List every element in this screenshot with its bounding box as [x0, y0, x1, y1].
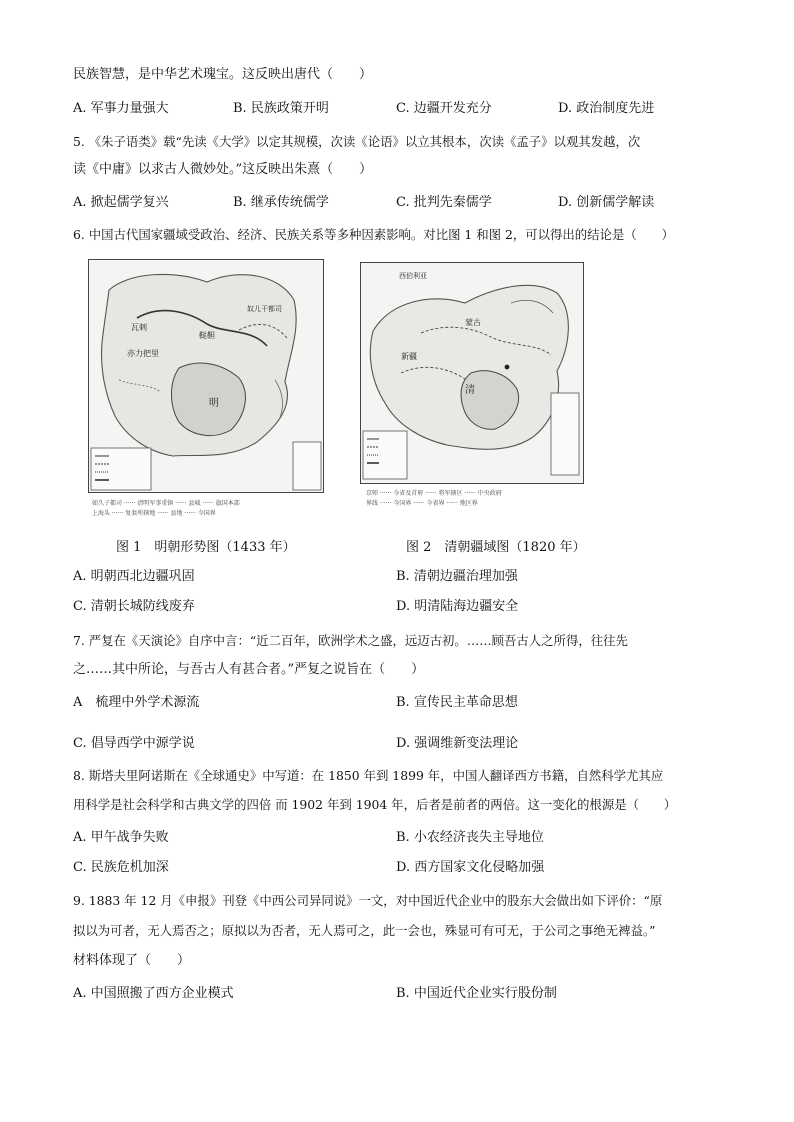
- ming-map-image: [89, 260, 323, 492]
- qing-map-image: [361, 263, 583, 483]
- q5-stem-line-2: 读《中庸》以求古人微妙处。”这反映出朱熹（ ）: [73, 162, 373, 177]
- q8-option-b: B. 小农经济丧失主导地位: [396, 830, 544, 845]
- ming-map-figure: [88, 259, 324, 493]
- q8-stem-line-2: 用科学是社会科学和古典文学的四倍 而 1902 年到 1904 年，后者是前者的两倍。这一变化的根源是（ ）: [73, 797, 677, 812]
- qing-map-caption: 图 2 清朝疆域图（1820 年）: [406, 540, 586, 555]
- q6-stem: 6. 中国古代国家疆域受政治、经济、民族关系等多种因素影响。对比图 1 和图 2，可以得出的结论是（ ）: [73, 227, 674, 242]
- q9-stem-line-2: 拟以为可者，无人焉否之；原拟以为否者，无人焉可之，此一会也，殊显可有可无，于公司之事绝无裨益。”: [73, 923, 656, 938]
- q5-option-b: B. 继承传统儒学: [233, 195, 329, 210]
- ming-map-legend-line-1: 如久子都司 ······ 清明军事重镇 ······ 县城 ······ 旗国本部: [92, 500, 240, 507]
- q6-option-b: B. 清朝边疆治理加强: [396, 569, 518, 584]
- label-nuergan: 奴儿干都司: [247, 305, 282, 313]
- q4-option-b: B. 民族政策开明: [233, 101, 329, 116]
- label-xinjiang: 新疆: [401, 352, 417, 361]
- q9-stem-line-1: 9. 1883 年 12 月《申报》刊登《中西公司异同说》一文，对中国近代企业中的股东大会做出如下评价：“原: [73, 893, 663, 908]
- label-yilibali: 亦力把里: [127, 349, 159, 358]
- qing-map-legend-line-2: 界线 ······ 今国界 ······ 今省界 ······ 地区界: [366, 500, 478, 507]
- q9-option-b: B. 中国近代企业实行股份制: [396, 986, 557, 1001]
- q4-option-a: A. 军事力量强大: [73, 101, 169, 116]
- q7-stem-line-2: 之……其中所论，与吾古人有甚合者。”严复之说旨在（ ）: [73, 662, 425, 677]
- label-qing: 清: [465, 385, 475, 396]
- q4-option-d: D. 政治制度先进: [558, 101, 655, 116]
- q7-option-b: B. 宣传民主革命思想: [396, 695, 518, 710]
- q5-option-a: A. 掀起儒学复兴: [73, 195, 169, 210]
- q7-option-d: D. 强调维新变法理论: [396, 736, 519, 751]
- q7-stem-line-1: 7. 严复在《天演论》自序中言：“近二百年，欧洲学术之盛，远迈古初。……顾吾古人之所得，往往先: [73, 633, 628, 648]
- q4-stem: 民族智慧，是中华艺术瑰宝。这反映出唐代（ ）: [73, 67, 373, 82]
- q5-stem-line-1: 5. 《朱子语类》载“先读《大学》以定其规模，次读《论语》以立其根本，次读《孟子》以观其发越，次: [73, 134, 641, 149]
- q8-option-c: C. 民族危机加深: [73, 860, 169, 875]
- q6-option-a: A. 明朝西北边疆巩固: [73, 569, 195, 584]
- qing-map-legend-line-1: 京师 ······ 今省及首府 ······ 将军辖区 ······ 中央政府: [366, 490, 502, 497]
- q5-option-d: D. 创新儒学解读: [558, 195, 655, 210]
- q6-option-c: C. 清朝长城防线废弃: [73, 599, 195, 614]
- q9-option-a: A. 中国照搬了西方企业模式: [73, 986, 234, 1001]
- q8-option-a: A. 甲午战争失败: [73, 830, 169, 845]
- q8-stem-line-1: 8. 斯塔夫里阿诺斯在《全球通史》中写道：在 1850 年到 1899 年，中国人翻译西方书籍，自然科学尤其应: [73, 768, 664, 783]
- label-siberia: 西伯利亚: [399, 272, 427, 280]
- label-mongolia: 蒙古: [465, 318, 481, 327]
- label-ming: 明: [209, 398, 219, 409]
- q4-option-c: C. 边疆开发充分: [396, 101, 492, 116]
- label-wala: 瓦剌: [131, 323, 147, 332]
- ming-map-legend-line-2: 上海头 ······ 复套所辖地 ······ 县地 ······ 今国界: [92, 510, 216, 517]
- label-dada: 鞑靼: [199, 331, 215, 340]
- ming-map-caption: 图 1 明朝形势图（1433 年）: [116, 540, 296, 555]
- q9-stem-line-3: 材料体现了（ ）: [73, 953, 191, 968]
- q7-option-a: A 梳理中外学术源流: [73, 695, 200, 710]
- q7-option-c: C. 倡导西学中源学说: [73, 736, 195, 751]
- q5-option-c: C. 批判先秦儒学: [396, 195, 492, 210]
- qing-map-figure: [360, 262, 584, 484]
- q8-option-d: D. 西方国家文化侵略加强: [396, 860, 545, 875]
- q6-option-d: D. 明清陆海边疆安全: [396, 599, 519, 614]
